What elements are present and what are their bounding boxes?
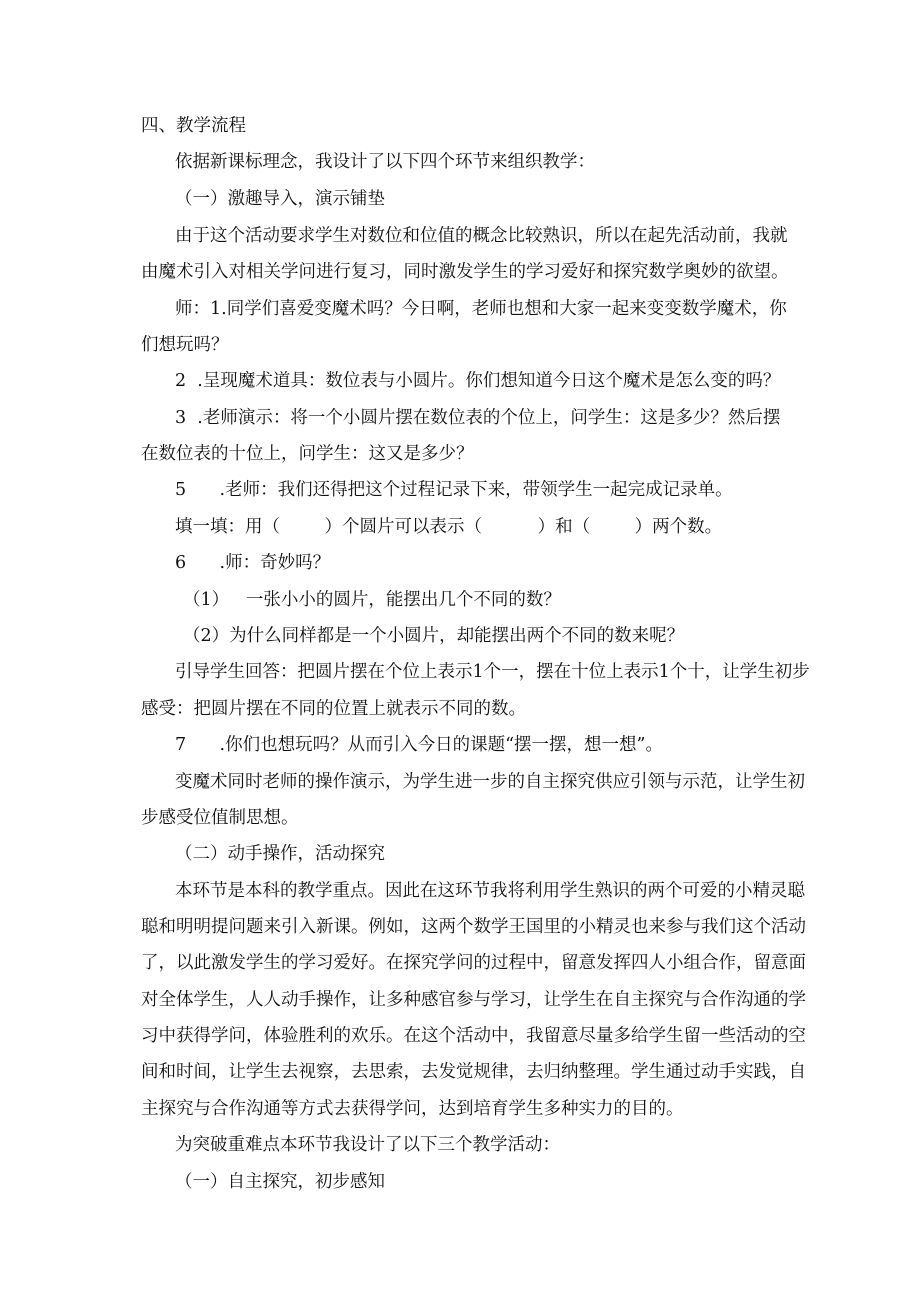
subsection-title-2: （二）动手操作，活动探究 [175,844,385,864]
question-2: （2）为什么同样都是一个小圆片，却能摆出两个不同的数来呢？ [183,626,685,646]
step-1-line: 师：1.同学们喜爱变魔术吗？今日啊，老师也想和大家一起来变变数学魔术，你 [175,299,787,319]
step-2: 2 .呈现魔术道具：数位表与小圆片。你们想知道今日这个魔术是怎么变的吗？ [175,371,781,391]
subsection-title-1: （一）激趣导入，演示铺垫 [175,189,385,209]
paragraph-line: 本环节是本科的教学重点。因此在这环节我将利用学生熟识的两个可爱的小精灵聪 [175,881,805,901]
question-1: （1） 一张小小的圆片，能摆出几个不同的数？ [183,590,561,610]
activities-intro: 为突破重难点本环节我设计了以下三个教学活动： [175,1135,560,1155]
step-1-line: 们想玩吗？ [141,335,229,355]
summary-line: 变魔术同时老师的操作演示，为学生进一步的自主探究供应引领与示范，让学生初 [175,772,805,792]
paragraph-line: 了，以此激发学生的学习爱好。在探究学问的过程中，留意发挥四人小组合作，留意面 [141,953,806,973]
guide-line: 引导学生回答：把圆片摆在个位上表示1个一，摆在十位上表示1个十，让学生初步 [175,662,810,682]
paragraph-line: 对全体学生，人人动手操作，让多种感官参与学习，让学生在自主探究与合作沟通的学 [141,990,806,1010]
step-5: 5 .老师：我们还得把这个过程记录下来，带领学生一起完成记录单。 [175,480,733,500]
guide-line: 感受：把圆片摆在不同的位置上就表示不同的数。 [141,699,526,719]
paragraph-line: 聪和明明提问题来引入新课。例如，这两个数学王国里的小精灵也来参与我们这个活动 [141,917,806,937]
step-3-line: 3 .老师演示：将一个小圆片摆在数位表的个位上，问学生：这是多少？然后摆 [175,408,781,428]
step-3-line: 在数位表的十位上，问学生：这又是多少？ [141,444,474,464]
fill-in-blank: 填一填：用（ ）个圆片可以表示（ ）和（ ）两个数。 [175,517,723,537]
paragraph-line: 由于这个活动要求学生对数位和位值的概念比较熟识，所以在起先活动前，我就 [175,226,788,246]
paragraph-line: 习中获得学问，体验胜利的欢乐。在这个活动中，我留意尽量多给学生留一些活动的空 [141,1026,806,1046]
section-heading: 四、教学流程 [141,116,246,136]
paragraph-line: 主探究与合作沟通等方式去获得学问，达到培育学生多种实力的目的。 [141,1099,684,1119]
intro-paragraph: 依据新课标理念，我设计了以下四个环节来组织教学： [175,152,595,172]
paragraph-line: 由魔术引入对相关学问进行复习，同时激发学生的学习爱好和探究数学奥妙的欲望。 [141,262,789,282]
summary-line: 步感受位值制思想。 [141,808,299,828]
paragraph-line: 间和时间，让学生去视察，去思索，去发觉规律，去归纳整理。学生通过动手实践，自 [141,1062,806,1082]
step-6: 6 .师：奇妙吗？ [175,553,331,573]
step-7: 7 .你们也想玩吗？从而引入今日的课题“摆一摆，想一想”。 [175,735,663,755]
subsection-title-3: （一）自主探究，初步感知 [175,1172,385,1192]
